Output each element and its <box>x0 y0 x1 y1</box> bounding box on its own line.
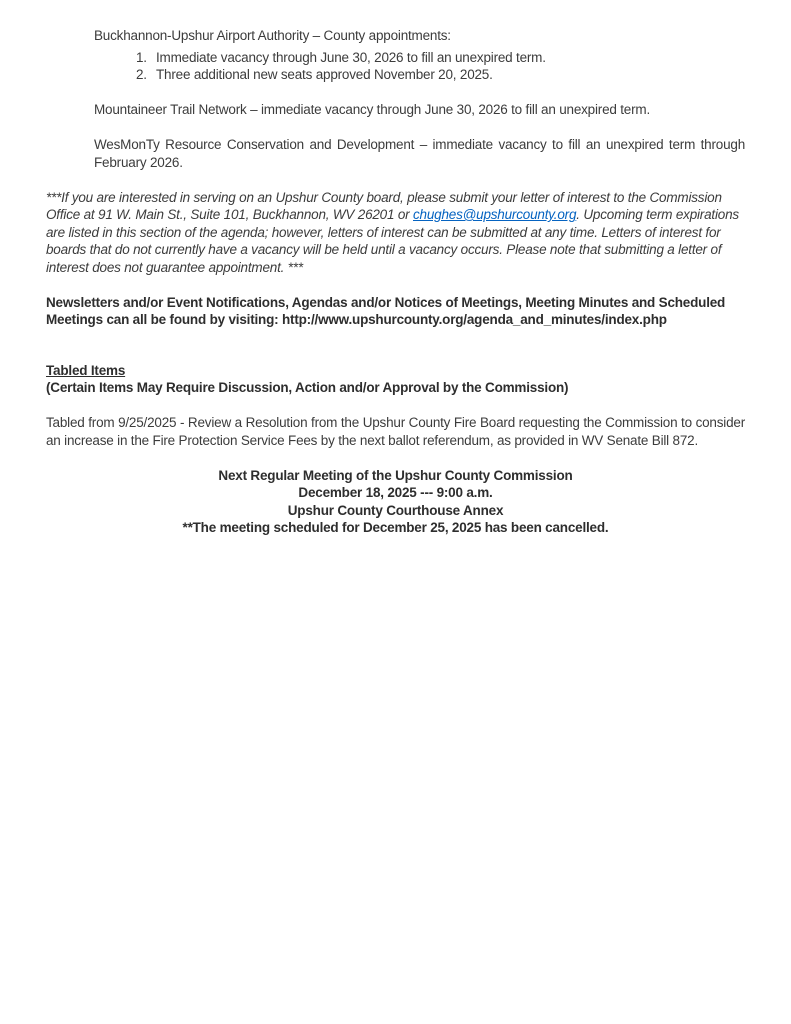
tabled-items-heading: Tabled Items <box>46 362 126 378</box>
list-item <box>136 66 745 84</box>
tabled-item-paragraph: Tabled from 9/25/2025 - Review a Resolution from the Upshur County Fire Board requesting the Commission to consider an increase in the Fire Protection Service Fees by the next ballot referendum, as provided in WV Senate Bill 872. <box>46 415 745 448</box>
next-meeting-block <box>46 467 745 537</box>
trail-network-paragraph: Mountaineer Trail Network – immediate vacancy through June 30, 2026 to fill an unexpired term. <box>94 102 651 117</box>
email-link[interactable]: chughes@upshurcounty.org <box>413 207 577 222</box>
list-item-number: 2. <box>136 67 147 82</box>
list-item-text: Immediate vacancy through June 30, 2026 to fill an unexpired term. <box>156 49 546 65</box>
list-item <box>136 49 745 67</box>
newsletters-paragraph <box>46 294 745 329</box>
next-meeting-datetime: December 18, 2025 --- 9:00 a.m. <box>298 485 493 500</box>
meetings-url-text: http://www.upshurcounty.org/agenda_and_minutes/index.php <box>281 312 667 327</box>
newsletters-text: Newsletters and/or Event Notifications, Agendas and/or Notices of Meetings, Meeting Minutes and Scheduled Meetings can all be found by visiting: <box>46 294 726 327</box>
letter-of-interest-notice <box>46 189 745 277</box>
notice-text-before-link: ***If you are interested in serving on an Upshur County board, please submit your letter of interest to the Commission Office at 91 W. Main St., Suite 101, Buckhannon, WV 26201 or <box>46 189 722 222</box>
next-meeting-title: Next Regular Meeting of the Upshur County Commission <box>218 467 573 483</box>
airport-appointments-list <box>46 49 745 84</box>
list-item-number: 1. <box>136 49 147 65</box>
next-meeting-cancellation-note: **The meeting scheduled for December 25, 2025 has been cancelled. <box>182 520 609 535</box>
list-item-text: Three additional new seats approved November 20, 2025. <box>156 67 493 82</box>
wesmonty-paragraph: WesMonTy Resource Conservation and Development – immediate vacancy to fill an unexpired term through February 2026. <box>94 137 745 170</box>
notice-text-after-link: . Upcoming term expirations are listed in this section of the agenda; however, letters of interest can be submitted at any time. Letters of interest for boards that do not currently have a vacancy will be held until a vacancy occurs. Please note that submitting a letter of interest does not guarantee appointment. *** <box>46 207 739 275</box>
next-meeting-location: Upshur County Courthouse Annex <box>287 502 504 518</box>
airport-authority-heading: Buckhannon-Upshur Airport Authority – County appointments: <box>94 28 451 43</box>
tabled-items-subheading: (Certain Items May Require Discussion, Action and/or Approval by the Commission) <box>46 380 569 395</box>
